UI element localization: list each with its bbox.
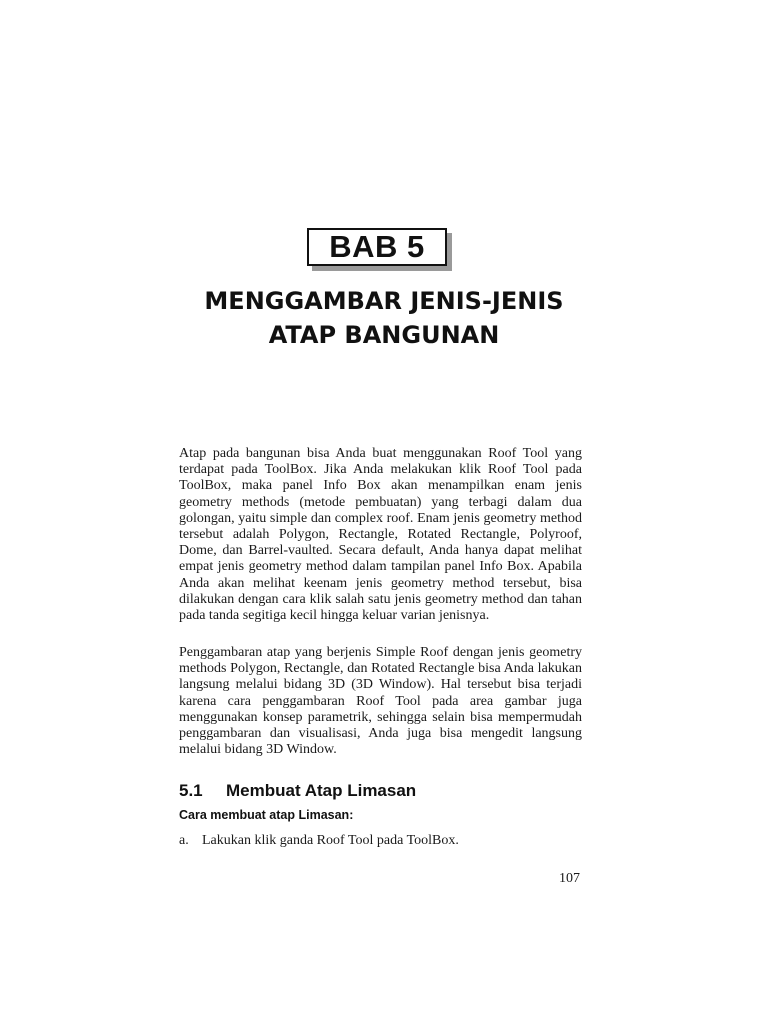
section-number: 5.1 bbox=[179, 781, 203, 800]
chapter-title bbox=[140, 284, 628, 352]
chapter-title-line-2: ATAP BANGUNAN bbox=[268, 321, 500, 349]
list-item bbox=[179, 833, 459, 849]
page-number: 107 bbox=[559, 871, 580, 886]
chapter-label-box bbox=[307, 228, 447, 266]
section-heading bbox=[179, 781, 416, 801]
chapter-label: BAB 5 bbox=[329, 229, 425, 264]
body-paragraph-1: Atap pada bangunan bisa Anda buat menggunakan Roof Tool yang terdapat pada ToolBox. Jika Anda melakukan klik Roof Tool pada ToolBox, maka panel Info Box akan menampilkan enam jenis geometry methods (metode pembuatan) yang terbagi dalam dua golongan, yaitu simple dan complex roof. Enam jenis geometry method tersebut adalah Polygon, Rectangle, Rotated Rectangle, Polyroof, Dome, dan Barrel-vaulted. Secara default, Anda hanya dapat melihat empat jenis geometry method dalam tampilan panel Info Box. Apabila Anda akan melihat keenam jenis geometry method tersebut, bisa dilakukan dengan cara klik salah satu jenis geometry method dan tahan pada tanda segitiga kecil hingga keluar varian jenisnya. bbox=[179, 446, 582, 624]
list-item-text: Lakukan klik ganda Roof Tool pada ToolBox. bbox=[202, 833, 459, 848]
subheading: Cara membuat atap Limasan: bbox=[179, 808, 354, 822]
section-title: Membuat Atap Limasan bbox=[226, 781, 417, 800]
list-marker: a. bbox=[179, 833, 189, 848]
body-paragraph-2: Penggambaran atap yang berjenis Simple Roof dengan jenis geometry methods Polygon, Rectangle, dan Rotated Rectangle bisa Anda lakukan langsung melalui bidang 3D (3D Window). Hal tersebut bisa terjadi karena cara penggambaran Roof Tool pada area gambar juga menggunakan konsep parametrik, sehingga selain bisa mempermudah penggambaran dan visualisasi, Anda juga bisa mengedit langsung melalui bidang 3D Window. bbox=[179, 645, 582, 758]
chapter-title-line-1: MENGGAMBAR JENIS-JENIS bbox=[204, 287, 564, 315]
